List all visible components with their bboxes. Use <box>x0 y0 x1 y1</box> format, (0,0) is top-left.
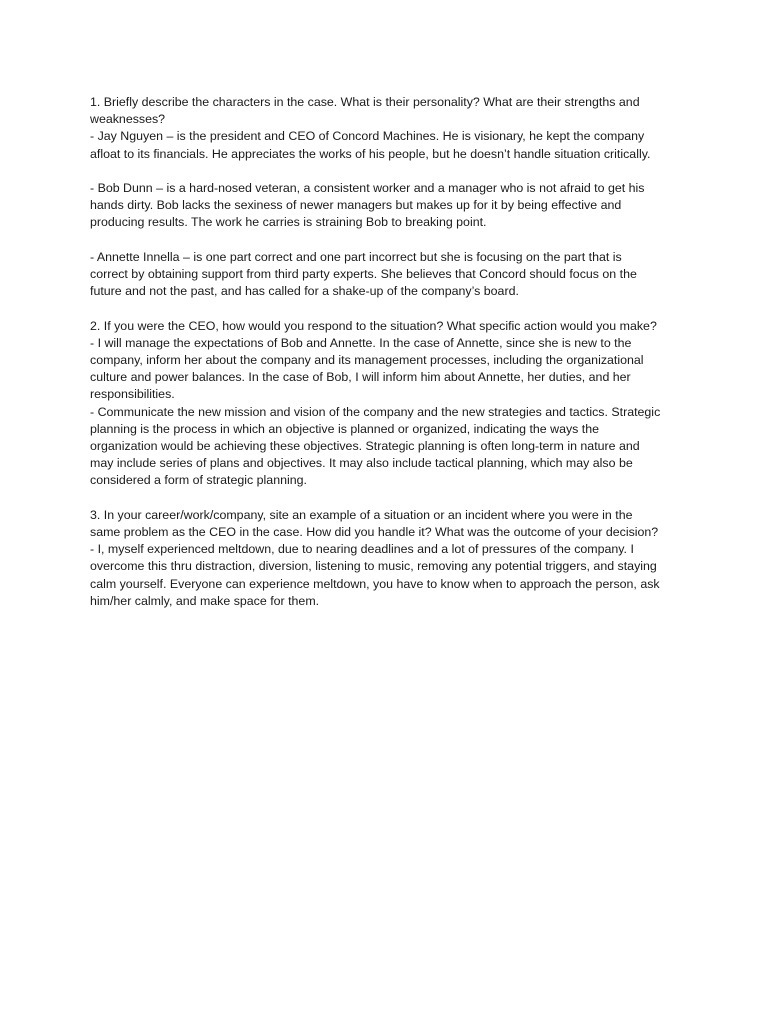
text-line: weaknesses? <box>90 112 166 127</box>
text-line: future and not the past, and has called for a shake-up of the company’s board. <box>90 284 519 299</box>
text-line: responsibilities. <box>90 387 175 402</box>
text-line: 3. In your career/work/company, site an example of a situation or an incident where you were in the <box>90 507 633 522</box>
text-line: considered a form of strategic planning. <box>90 473 307 488</box>
text-line: - Bob Dunn – is a hard-nosed veteran, a consistent worker and a manager who is not afraid to get his <box>90 181 645 195</box>
text-line: 2. If you were the CEO, how would you respond to the situation? What specific action would you make? <box>90 318 657 333</box>
annette-innella-paragraph <box>90 249 690 301</box>
text-line: - I, myself experienced meltdown, due to nearing deadlines and a lot of pressures of the company. I <box>90 542 634 557</box>
text-line: overcome this thru distraction, diversion, listening to music, removing any potential triggers, and staying <box>90 559 657 574</box>
text-line: company, inform her about the company and its management processes, including the organizational <box>90 353 644 367</box>
text-line: calm yourself. Everyone can experience meltdown, you have to know when to approach the person, ask <box>90 576 660 591</box>
text-line: planning is the process in which an objective is planned or organized, indicating the ways the <box>90 421 600 436</box>
text-line: - Communicate the new mission and vision of the company and the new strategies and tactics. Strategic <box>90 404 661 419</box>
text-line: correct by obtaining support from third party experts. She believes that Concord should focus on the <box>90 267 637 281</box>
text-line: culture and power balances. In the case of Bob, I will inform him about Annette, her duties, and her <box>90 370 631 385</box>
text-line: afloat to its financials. He appreciates the works of his people, but he doesn’t handle situation critically. <box>90 146 651 161</box>
document-body <box>90 94 690 627</box>
bob-dunn-paragraph <box>90 180 690 232</box>
text-line: - Annette Innella – is one part correct and one part incorrect but she is focusing on the part that is <box>90 249 622 264</box>
text-line: - I will manage the expectations of Bob and Annette. In the case of Annette, since she is new to the <box>90 335 632 350</box>
text-line: same problem as the CEO in the case. How did you handle it? What was the outcome of your decision? <box>90 525 659 540</box>
question-2-paragraph <box>90 318 690 490</box>
text-line: producing results. The work he carries is straining Bob to breaking point. <box>90 215 487 230</box>
question-3-paragraph <box>90 507 690 610</box>
text-line: may include series of plans and objectives. It may also include tactical planning, which may also be <box>90 456 633 471</box>
text-line: organization would be achieving these objectives. Strategic planning is often long-term in nature and <box>90 439 640 454</box>
text-line: - Jay Nguyen – is the president and CEO of Concord Machines. He is visionary, he kept the company <box>90 129 645 144</box>
question-1-paragraph <box>90 94 690 163</box>
text-line: him/her calmly, and make space for them. <box>90 593 320 608</box>
text-line: 1. Briefly describe the characters in the case. What is their personality? What are their strengths and <box>90 95 640 109</box>
text-line: hands dirty. Bob lacks the sexiness of newer managers but makes up for it by being effective and <box>90 198 622 213</box>
